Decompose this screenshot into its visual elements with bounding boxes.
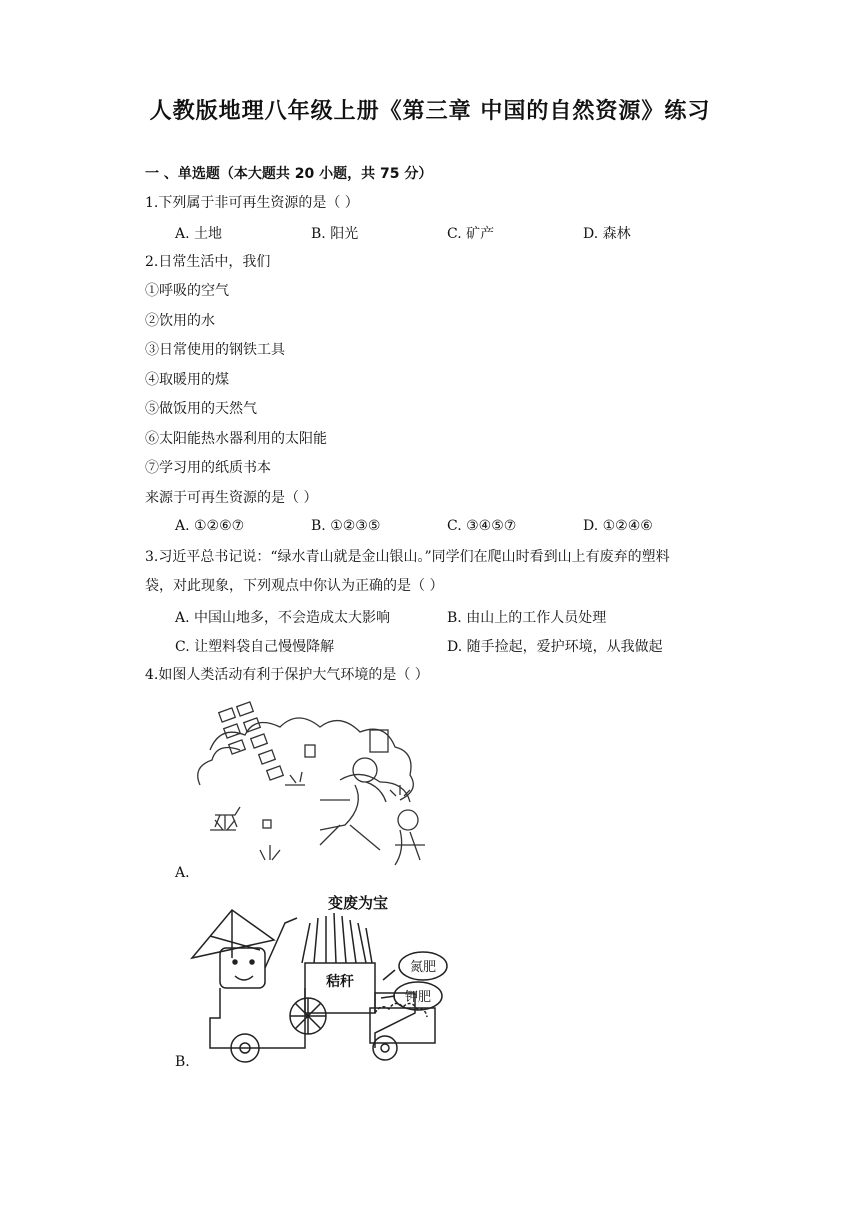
q4-option-a-label: A.	[175, 865, 190, 881]
question-1-stem: 1.下列属于非可再生资源的是（ ）	[145, 195, 359, 211]
q2-item: ⑦学习用的纸质书本	[145, 460, 271, 476]
q2-item: ②饮用的水	[145, 313, 215, 329]
question-4-stem: 4.如图人类活动有利于保护大气环境的是（ ）	[145, 667, 429, 683]
fireworks-illustration	[190, 690, 440, 880]
page-title: 人教版地理八年级上册《第三章 中国的自然资源》练习	[149, 99, 711, 124]
q1-option-b: B. 阳光	[311, 226, 359, 242]
q2-item: ⑤做饭用的天然气	[145, 401, 257, 417]
q2-option-d: D. ①②④⑥	[583, 518, 653, 534]
q4-option-b-label: B.	[175, 1054, 190, 1070]
q3-option-b: B. 由山上的工作人员处理	[447, 610, 607, 626]
q2-item: ①呼吸的空气	[145, 283, 229, 299]
q2-item: ④取暖用的煤	[145, 372, 229, 388]
question-3-stem-line2: 袋，对此现象，下列观点中你认为正确的是（ ）	[145, 578, 444, 594]
question-2-stem: 2.日常生活中，我们	[145, 254, 271, 270]
q2-item: ③日常使用的钢铁工具	[145, 342, 285, 358]
q2-tail: 来源于可再生资源的是（ ）	[145, 490, 318, 506]
q2-option-b: B. ①②③⑤	[311, 518, 381, 534]
q3-option-c: C. 让塑料袋自己慢慢降解	[175, 639, 335, 655]
fig-b-cart-label: 秸秆	[326, 974, 354, 990]
q3-option-a: A. 中国山地多，不会造成太大影响	[175, 610, 391, 626]
section-heading: 一 、单选题（本大题共 20 小题，共 75 分）	[145, 166, 433, 182]
q1-option-d: D. 森林	[583, 226, 631, 242]
q2-option-c: C. ③④⑤⑦	[447, 518, 517, 534]
fig-b-bubble-nitrogen: 氮肥	[409, 960, 437, 975]
question-3-stem-line1: 3.习近平总书记说：“绿水青山就是金山银山。”同学们在爬山时看到山上有废弃的塑料	[145, 549, 670, 565]
straw-recycling-truck-illustration	[190, 888, 450, 1068]
q1-option-a: A. 土地	[175, 226, 223, 242]
q3-option-d: D. 随手捡起，爱护环境，从我做起	[447, 639, 663, 655]
q2-option-a: A. ①②⑥⑦	[175, 518, 245, 534]
q2-item: ⑥太阳能热水器利用的太阳能	[145, 431, 327, 447]
q1-option-c: C. 矿产	[447, 226, 495, 242]
fig-b-bubble-potassium: 钾肥	[404, 990, 432, 1005]
fig-b-caption: 变废为宝	[327, 894, 389, 912]
